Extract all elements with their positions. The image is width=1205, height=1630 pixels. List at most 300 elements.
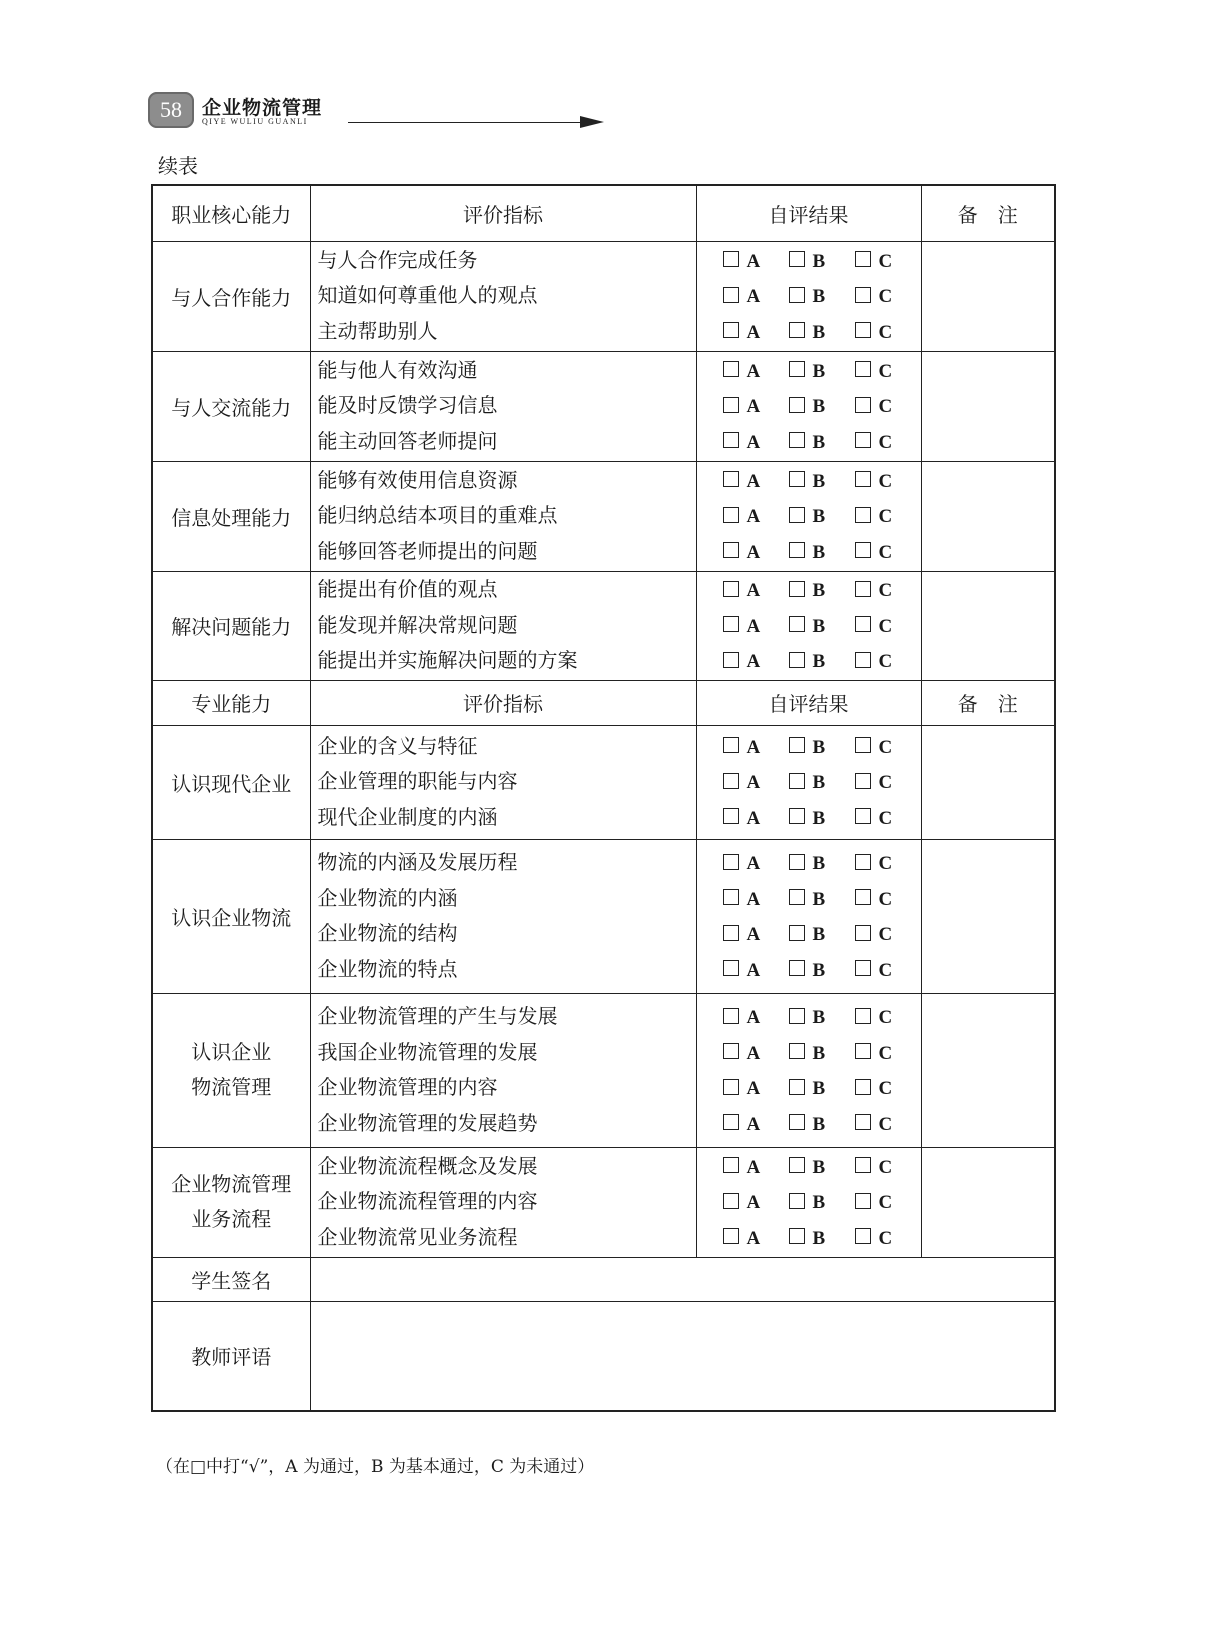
rating-option-b[interactable] — [789, 643, 855, 679]
checkbox-icon[interactable] — [723, 737, 739, 753]
category-label-line: 物流管理 — [191, 1075, 272, 1099]
criteria-cell — [310, 461, 696, 571]
checkbox-icon[interactable] — [789, 1114, 805, 1130]
option-letter: C — [878, 250, 893, 272]
rating-option-b[interactable] — [789, 353, 855, 389]
criteria-item: 能主动回答老师提问 — [317, 428, 498, 453]
checkbox-icon[interactable] — [723, 925, 739, 941]
option-letter: C — [878, 1007, 893, 1028]
checkbox-icon[interactable] — [855, 1043, 871, 1059]
header-result: 自评结果 — [696, 185, 921, 241]
rating-options — [697, 424, 921, 460]
checkbox-icon[interactable] — [723, 960, 739, 976]
category-label-line: 业务流程 — [191, 1207, 272, 1231]
checkbox-icon[interactable] — [855, 808, 871, 824]
checkbox-icon[interactable] — [723, 1157, 739, 1173]
option-letter: B — [812, 250, 826, 272]
checkbox-icon[interactable] — [789, 1193, 805, 1209]
option-letter: A — [746, 580, 761, 602]
checkbox-icon[interactable] — [789, 287, 805, 303]
result-cell — [696, 351, 921, 461]
option-letter: A — [746, 1042, 761, 1064]
rating-options — [697, 388, 921, 424]
rating-option-a[interactable] — [723, 463, 789, 499]
option-letter: B — [812, 396, 826, 418]
rating-option-b[interactable] — [789, 314, 855, 350]
option-letter: C — [878, 321, 893, 343]
rating-option-c[interactable] — [855, 463, 921, 499]
rating-option-a[interactable] — [723, 1149, 789, 1185]
table-row — [152, 571, 1055, 680]
option-letter: A — [746, 1192, 761, 1214]
rating-option-b[interactable] — [789, 952, 855, 988]
option-letter: C — [878, 286, 893, 308]
rating-option-c[interactable] — [855, 800, 921, 836]
rating-option-b[interactable] — [789, 424, 855, 460]
rating-option-c[interactable] — [855, 1070, 921, 1106]
note-cell[interactable] — [921, 461, 1055, 571]
rating-option-a[interactable] — [723, 952, 789, 988]
option-letter: A — [746, 959, 761, 981]
checkbox-icon[interactable] — [855, 507, 871, 523]
rating-option-c[interactable] — [855, 643, 921, 679]
checkbox-icon[interactable] — [855, 925, 871, 941]
result-cell — [696, 461, 921, 571]
checkbox-icon[interactable] — [855, 471, 871, 487]
option-letter: C — [878, 959, 893, 981]
checkbox-icon[interactable] — [855, 432, 871, 448]
option-letter: C — [878, 807, 893, 829]
category-cell — [152, 571, 310, 680]
option-letter: A — [746, 1227, 761, 1249]
checkbox-icon[interactable] — [789, 507, 805, 523]
checkbox-icon[interactable] — [855, 581, 871, 597]
rating-option-c[interactable] — [855, 314, 921, 350]
table-row — [152, 241, 1055, 351]
checkbox-icon[interactable] — [855, 361, 871, 377]
rating-option-b[interactable] — [789, 243, 855, 279]
rating-option-a[interactable] — [723, 729, 789, 765]
checkbox-icon[interactable] — [723, 1008, 739, 1024]
criteria-cell — [310, 571, 696, 680]
rating-options — [697, 314, 921, 350]
checkbox-icon[interactable] — [723, 251, 739, 267]
checkbox-icon[interactable] — [723, 287, 739, 303]
option-letter: B — [812, 772, 826, 794]
rating-options — [697, 881, 921, 917]
rating-options — [697, 534, 921, 570]
rating-option-b[interactable] — [789, 916, 855, 952]
checkbox-icon[interactable] — [723, 361, 739, 377]
rating-option-b[interactable] — [789, 764, 855, 800]
option-letter: A — [746, 250, 761, 272]
continued-label: 续表 — [158, 154, 198, 178]
rating-option-a[interactable] — [723, 498, 789, 534]
rating-option-a[interactable] — [723, 800, 789, 836]
option-letter: C — [878, 772, 893, 794]
option-letter: B — [812, 888, 826, 910]
rating-options — [697, 952, 921, 988]
criteria-item: 能提出并实施解决问题的方案 — [317, 648, 578, 673]
rating-option-c[interactable] — [855, 353, 921, 389]
rating-options — [697, 353, 921, 389]
rating-option-a[interactable] — [723, 278, 789, 314]
criteria-item: 能提出有价值的观点 — [317, 577, 498, 602]
option-letter: B — [812, 1156, 826, 1178]
rating-option-c[interactable] — [855, 729, 921, 765]
checkbox-icon[interactable] — [855, 773, 871, 789]
rating-option-b[interactable] — [789, 1035, 855, 1071]
rating-option-b[interactable] — [789, 729, 855, 765]
rating-option-c[interactable] — [855, 1035, 921, 1071]
criteria-cell — [310, 993, 696, 1147]
rating-option-a[interactable] — [723, 388, 789, 424]
rating-option-c[interactable] — [855, 1184, 921, 1220]
footnote: （在□中打“√”，A 为通过，B 为基本通过，C 为未通过） — [156, 1457, 595, 1477]
checkbox-icon[interactable] — [723, 1079, 739, 1095]
option-letter: B — [812, 431, 826, 453]
header-result: 自评结果 — [696, 680, 921, 725]
teacher-comment-row — [152, 1301, 1055, 1411]
checkbox-icon[interactable] — [789, 854, 805, 870]
checkbox-icon[interactable] — [789, 1157, 805, 1173]
option-letter: A — [746, 470, 761, 492]
checkbox-icon[interactable] — [723, 773, 739, 789]
option-letter: B — [812, 360, 826, 382]
rating-option-b[interactable] — [789, 999, 855, 1035]
rating-option-c[interactable] — [855, 845, 921, 881]
rating-option-b[interactable] — [789, 534, 855, 570]
criteria-cell — [310, 839, 696, 993]
note-cell[interactable] — [921, 1147, 1055, 1257]
rating-option-c[interactable] — [855, 278, 921, 314]
rating-option-b[interactable] — [789, 1106, 855, 1142]
rating-options — [697, 643, 921, 679]
rating-option-c[interactable] — [855, 572, 921, 608]
result-cell — [696, 241, 921, 351]
rating-option-c[interactable] — [855, 764, 921, 800]
table-header-row — [152, 680, 1055, 725]
category-cell — [152, 351, 310, 461]
rating-option-a[interactable] — [723, 845, 789, 881]
rating-options — [697, 572, 921, 608]
criteria-item: 与人合作完成任务 — [317, 247, 478, 272]
rating-option-a[interactable] — [723, 881, 789, 917]
note-cell[interactable] — [921, 571, 1055, 680]
checkbox-icon[interactable] — [855, 616, 871, 632]
checkbox-icon[interactable] — [723, 581, 739, 597]
rating-option-c[interactable] — [855, 1220, 921, 1256]
checkbox-icon[interactable] — [855, 1157, 871, 1173]
rating-options — [697, 916, 921, 952]
option-letter: B — [812, 959, 826, 981]
checkbox-icon[interactable] — [789, 773, 805, 789]
option-letter: B — [812, 807, 826, 829]
criteria-item: 企业管理的职能与内容 — [317, 769, 518, 794]
rating-option-a[interactable] — [723, 353, 789, 389]
option-letter: C — [878, 360, 893, 382]
checkbox-icon[interactable] — [855, 1228, 871, 1244]
checkbox-icon[interactable] — [789, 581, 805, 597]
rating-option-a[interactable] — [723, 534, 789, 570]
rating-options — [697, 1035, 921, 1071]
checkbox-icon[interactable] — [723, 616, 739, 632]
rating-option-c[interactable] — [855, 498, 921, 534]
criteria-item: 物流的内涵及发展历程 — [317, 850, 518, 874]
checkbox-icon[interactable] — [855, 1008, 871, 1024]
checkbox-icon[interactable] — [855, 322, 871, 338]
checkbox-icon[interactable] — [789, 1008, 805, 1024]
header-category: 职业核心能力 — [152, 185, 310, 241]
checkbox-icon[interactable] — [855, 1079, 871, 1095]
rating-option-c[interactable] — [855, 1149, 921, 1185]
rating-option-c[interactable] — [855, 243, 921, 279]
checkbox-icon[interactable] — [789, 808, 805, 824]
option-letter: C — [878, 1192, 893, 1214]
rating-option-a[interactable] — [723, 608, 789, 644]
rating-options — [697, 463, 921, 499]
checkbox-icon[interactable] — [723, 1114, 739, 1130]
rating-option-a[interactable] — [723, 999, 789, 1035]
option-letter: A — [746, 924, 761, 945]
checkbox-icon[interactable] — [723, 507, 739, 523]
rating-option-a[interactable] — [723, 916, 789, 952]
checkbox-icon[interactable] — [855, 287, 871, 303]
checkbox-icon[interactable] — [723, 471, 739, 487]
checkbox-icon[interactable] — [789, 1228, 805, 1244]
option-letter: C — [878, 470, 893, 492]
rating-option-b[interactable] — [789, 608, 855, 644]
result-cell — [696, 839, 921, 993]
result-cell — [696, 993, 921, 1147]
checkbox-icon[interactable] — [723, 1228, 739, 1244]
option-letter: B — [812, 924, 826, 945]
checkbox-icon[interactable] — [855, 251, 871, 267]
note-cell[interactable] — [921, 351, 1055, 461]
rating-option-a[interactable] — [723, 1035, 789, 1071]
rating-option-b[interactable] — [789, 1184, 855, 1220]
option-letter: C — [878, 1042, 893, 1064]
option-letter: B — [812, 736, 826, 758]
rating-options — [697, 608, 921, 644]
checkbox-icon[interactable] — [789, 322, 805, 338]
option-letter: B — [812, 506, 826, 528]
checkbox-icon[interactable] — [789, 737, 805, 753]
checkbox-icon[interactable] — [855, 652, 871, 668]
option-letter: B — [812, 1007, 826, 1028]
rating-option-a[interactable] — [723, 1184, 789, 1220]
rating-option-a[interactable] — [723, 1220, 789, 1256]
option-letter: A — [746, 1007, 761, 1028]
checkbox-icon[interactable] — [723, 1193, 739, 1209]
rating-option-b[interactable] — [789, 1149, 855, 1185]
rating-option-b[interactable] — [789, 498, 855, 534]
criteria-item: 能够回答老师提出的问题 — [317, 538, 538, 563]
checkbox-icon[interactable] — [723, 652, 739, 668]
book-subtitle: QIYE WULIU GUANLI — [202, 117, 308, 126]
checkbox-icon[interactable] — [855, 889, 871, 905]
checkbox-icon[interactable] — [789, 542, 805, 558]
rating-option-c[interactable] — [855, 424, 921, 460]
option-letter: C — [878, 651, 893, 673]
rating-option-c[interactable] — [855, 952, 921, 988]
header-arrow-icon — [580, 116, 604, 128]
checkbox-icon[interactable] — [789, 432, 805, 448]
option-letter: A — [746, 506, 761, 528]
checkbox-icon[interactable] — [855, 397, 871, 413]
rating-option-a[interactable] — [723, 243, 789, 279]
rating-options — [697, 278, 921, 314]
rating-option-c[interactable] — [855, 881, 921, 917]
rating-option-b[interactable] — [789, 278, 855, 314]
checkbox-icon[interactable] — [789, 1079, 805, 1095]
option-letter: A — [746, 321, 761, 343]
option-letter: A — [746, 396, 761, 418]
category-label: 解决问题能力 — [171, 615, 292, 639]
option-letter: B — [812, 615, 826, 637]
option-letter: A — [746, 772, 761, 794]
book-title: 企业物流管理 — [202, 97, 323, 119]
header-category: 专业能力 — [152, 680, 310, 725]
rating-option-b[interactable] — [789, 572, 855, 608]
rating-option-a[interactable] — [723, 1070, 789, 1106]
rating-option-b[interactable] — [789, 463, 855, 499]
option-letter: B — [812, 580, 826, 602]
rating-option-b[interactable] — [789, 388, 855, 424]
rating-options — [697, 498, 921, 534]
criteria-item: 能发现并解决常规问题 — [317, 612, 518, 637]
criteria-item: 主动帮助别人 — [317, 318, 438, 343]
criteria-item: 我国企业物流管理的发展 — [317, 1039, 538, 1064]
checkbox-icon[interactable] — [723, 854, 739, 870]
checkbox-icon[interactable] — [789, 361, 805, 377]
rating-option-a[interactable] — [723, 424, 789, 460]
rating-option-b[interactable] — [789, 881, 855, 917]
rating-option-c[interactable] — [855, 999, 921, 1035]
rating-options — [697, 1184, 921, 1220]
checkbox-icon[interactable] — [855, 737, 871, 753]
rating-option-a[interactable] — [723, 643, 789, 679]
option-letter: C — [878, 506, 893, 528]
checkbox-icon[interactable] — [723, 889, 739, 905]
rating-option-a[interactable] — [723, 764, 789, 800]
checkbox-icon[interactable] — [789, 925, 805, 941]
category-label: 认识企业物流 — [171, 905, 292, 930]
rating-option-c[interactable] — [855, 534, 921, 570]
checkbox-icon[interactable] — [723, 432, 739, 448]
rating-option-b[interactable] — [789, 800, 855, 836]
rating-option-c[interactable] — [855, 1106, 921, 1142]
checkbox-icon[interactable] — [723, 397, 739, 413]
note-cell[interactable] — [921, 993, 1055, 1147]
table-row — [152, 993, 1055, 1147]
category-cell — [152, 839, 310, 993]
category-label: 与人交流能力 — [171, 395, 292, 420]
checkbox-icon[interactable] — [723, 542, 739, 558]
checkbox-icon[interactable] — [789, 652, 805, 668]
checkbox-icon[interactable] — [789, 471, 805, 487]
rating-option-b[interactable] — [789, 1220, 855, 1256]
student-signature-field[interactable] — [310, 1257, 1055, 1301]
rating-options — [697, 845, 921, 881]
rating-option-a[interactable] — [723, 314, 789, 350]
note-cell[interactable] — [921, 241, 1055, 351]
criteria-cell — [310, 1147, 696, 1257]
checkbox-icon[interactable] — [789, 889, 805, 905]
teacher-comment-field[interactable] — [310, 1301, 1055, 1411]
option-letter: A — [746, 1113, 761, 1135]
checkbox-icon[interactable] — [855, 1114, 871, 1130]
checkbox-icon[interactable] — [789, 251, 805, 267]
page-number-badge — [148, 92, 194, 128]
checkbox-icon[interactable] — [855, 960, 871, 976]
checkbox-icon[interactable] — [789, 616, 805, 632]
rating-option-c[interactable] — [855, 388, 921, 424]
rating-option-b[interactable] — [789, 845, 855, 881]
note-cell[interactable] — [921, 839, 1055, 993]
checkbox-icon[interactable] — [723, 1043, 739, 1059]
checkbox-icon[interactable] — [723, 808, 739, 824]
rating-option-a[interactable] — [723, 572, 789, 608]
option-letter: A — [746, 736, 761, 758]
criteria-item: 现代企业制度的内涵 — [317, 804, 498, 829]
header-criteria: 评价指标 — [310, 680, 696, 725]
category-cell — [152, 461, 310, 571]
criteria-cell — [310, 351, 696, 461]
category-cell — [152, 241, 310, 351]
table-header-row — [152, 185, 1055, 241]
rating-option-c[interactable] — [855, 608, 921, 644]
rating-option-a[interactable] — [723, 1106, 789, 1142]
option-letter: C — [878, 1113, 893, 1135]
rating-options — [697, 729, 921, 765]
checkbox-icon[interactable] — [789, 1043, 805, 1059]
category-label-line: 企业物流管理 — [171, 1172, 292, 1196]
checkbox-icon[interactable] — [855, 854, 871, 870]
checkbox-icon[interactable] — [789, 960, 805, 976]
result-cell — [696, 571, 921, 680]
option-letter: B — [812, 286, 826, 308]
criteria-item: 企业物流的结构 — [317, 921, 458, 945]
checkbox-icon[interactable] — [855, 1193, 871, 1209]
rating-options — [697, 243, 921, 279]
student-signature-label: 学生签名 — [152, 1257, 310, 1301]
note-cell[interactable] — [921, 725, 1055, 839]
criteria-cell — [310, 725, 696, 839]
category-label: 认识现代企业 — [171, 771, 292, 796]
option-letter: C — [878, 1078, 893, 1099]
checkbox-icon[interactable] — [723, 322, 739, 338]
rating-option-c[interactable] — [855, 916, 921, 952]
rating-option-b[interactable] — [789, 1070, 855, 1106]
option-letter: B — [812, 321, 826, 343]
option-letter: A — [746, 1156, 761, 1178]
rating-options — [697, 1070, 921, 1106]
criteria-item: 企业物流管理的内容 — [317, 1075, 498, 1099]
header-criteria: 评价指标 — [310, 185, 696, 241]
option-letter: C — [878, 853, 893, 874]
option-letter: A — [746, 807, 761, 829]
checkbox-icon[interactable] — [789, 397, 805, 413]
option-letter: B — [812, 541, 826, 563]
option-letter: A — [746, 360, 761, 382]
result-cell — [696, 725, 921, 839]
checkbox-icon[interactable] — [855, 542, 871, 558]
option-letter: B — [812, 1042, 826, 1064]
student-signature-row — [152, 1257, 1055, 1301]
teacher-comment-label: 教师评语 — [152, 1301, 310, 1411]
criteria-item: 企业物流常见业务流程 — [317, 1224, 518, 1249]
